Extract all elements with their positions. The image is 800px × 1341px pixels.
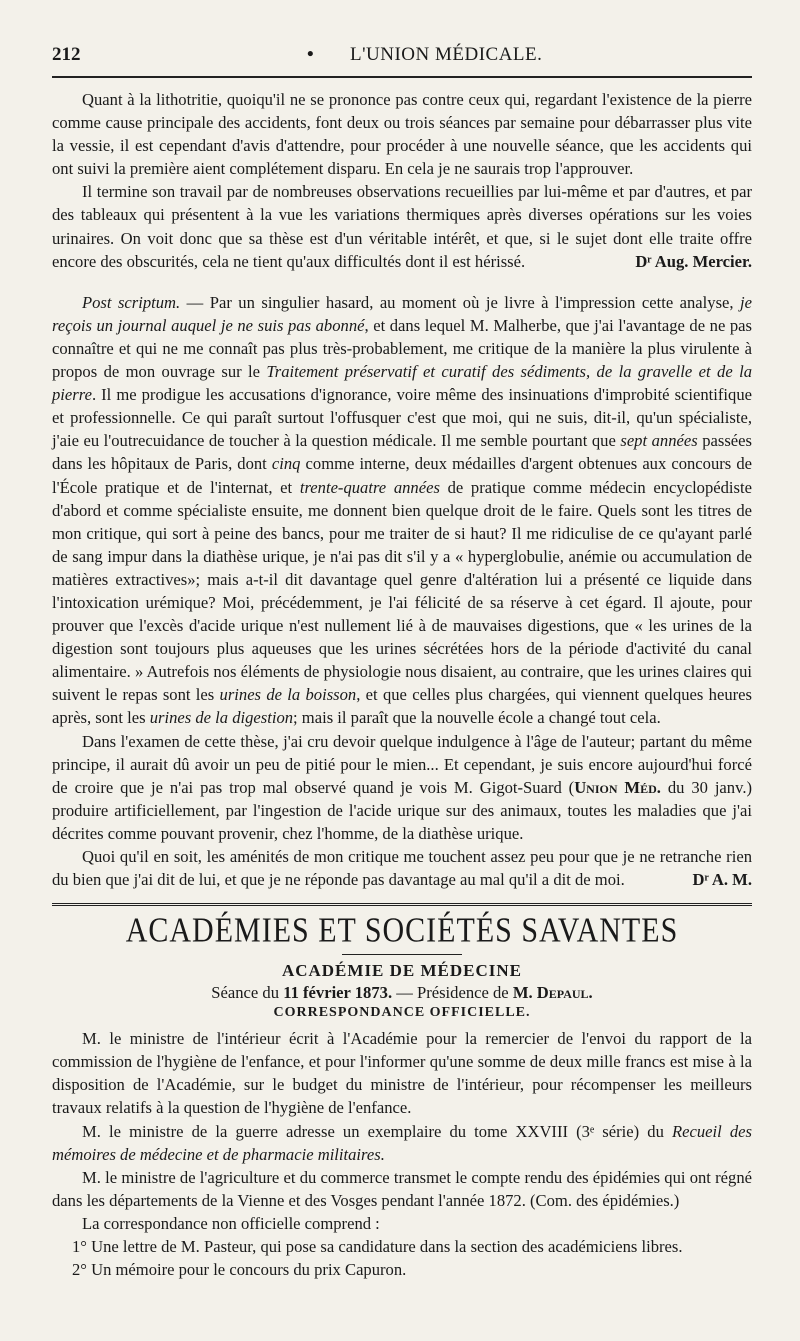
- article-body: [52, 88, 752, 1281]
- ps-text: comme interne, deux médailles d'argent obtenues aux concours de l'École pratique et de l'internat, et: [52, 454, 752, 497]
- ps-text: de pratique comme médecin encyclopédiste d'abord et comme spécialiste ensuite, me donnent bien quelque droit de le faire. Quels sont les titres de mon critique, qui sort à peine des bancs, pour me traiter de si haut? Il me ridiculise de ce qu'ayant parlé de sang impur dans la diathèse urique, je n'ai pas dit s'il y a « hyperglobulie, anémie ou accumulation de matières extractives»; mais a-t-il dit davantage quel genre d'altération lui a présenté ce liquide dans l'intoxication urémique? Moi, précédemment, je l'ai félicité de sa réserve à cet égard. Il ajoute, pour prouver que l'excès d'acide urique n'est nullement lié à de mauvaises digestions, que « les urines de la digestion sont toujours plus aqueuses que les urines sécrétées hors de la période d'activité du canal alimentaire. » Autrefois nos éléments de physiologie nous disaient, au contraire, que les urines claires qui suivent le repas sont les: [52, 477, 752, 705]
- seance-president: M. Depaul.: [512, 983, 593, 1003]
- header-bullet: •: [307, 44, 314, 65]
- paragraph-post-scriptum: [52, 291, 752, 730]
- paragraph-conclusion-text: Il termine son travail par de nombreuses observations recueillies par lui-même et par d'autres, et par des tableaux qui présentent à la vue les variations thermiques après diverses opérations sur les voies urinaires. On voit donc que sa thèse est d'un véritable intérêt, et que, si le sujet dont elle traite offre encore des obscurités, cela ne tient qu'aux difficultés dont il est hérissé.: [52, 182, 752, 271]
- ps-text: ; mais il paraît que la nouvelle école a changé tout cela.: [293, 708, 661, 728]
- academy-paragraph-interieur: M. le ministre de l'intérieur écrit à l'Académie pour la remercier de l'envoi du rapport de la commission de l'hygiène de l'enfance, et pour l'informer qu'une somme de deux mille francs est mise à la disposition de l'Académie, sur le budget du ministre de l'intérieur, pour récompenser les meilleurs travaux relatifs à la question de l'hygiène de l'enfance.: [52, 1029, 752, 1118]
- ps-italic: trente-quatre années: [299, 477, 440, 497]
- ps-text: , et dans lequel M. Malherbe, que j'ai l'avantage de ne pas connaître et qui ne me connaît pas plus très-probablement, me critique de la manière la plus virulente à propos de mon ouvrage sur le: [52, 315, 753, 382]
- ps-book-title: Traitement préservatif et curatif des sédiments, de la gravelle et de la pierre: [52, 362, 752, 405]
- paragraph-amenites: [52, 845, 752, 891]
- journal-reference: Union Méd.: [574, 777, 661, 797]
- page-header: [52, 44, 750, 72]
- seance-text: — Présidence de: [392, 983, 513, 1003]
- section-title: ACADÉMIES ET SOCIÉTÉS SAVANTES: [125, 911, 679, 950]
- ps-text: , et que celles plus chargées, qui viennent quelques heures après, sont les: [52, 685, 752, 728]
- paragraph-conclusion: [52, 180, 752, 272]
- amenites-text: Quoi qu'il en soit, les aménités de mon critique me touchent assez peu pour que je ne retranche rien du bien que j'ai dit de lui, et que je ne réponde pas davantage au mal qu'il a dit de moi.: [52, 847, 752, 890]
- ps-italic: sept années: [620, 431, 698, 451]
- title-rule: [342, 954, 462, 955]
- ps-italic: je reçois un journal auquel je ne suis pas abonné: [52, 292, 752, 335]
- guerre-text: M. le ministre de la guerre adresse un exemplaire du tome XXVIII (3ᵉ série) du: [82, 1121, 672, 1141]
- ps-italic: urines de la digestion: [149, 708, 294, 728]
- list-item-pasteur: 1° Une lettre de M. Pasteur, qui pose sa candidature dans la section des académiciens libres.: [72, 1237, 683, 1257]
- examen-text: du 30 janv.) produire artificiellement, par l'ingestion de l'acide urique sur des animaux, toutes les maladies que j'ai décrites comme pouvant provenir, chez l'homme, de la diathèse urique.: [52, 777, 752, 843]
- recueil-title: Recueil des mémoires de médecine et de pharmacie militaires.: [52, 1121, 752, 1164]
- seance-date: 11 février 1873.: [283, 983, 393, 1003]
- academie-heading: ACADÉMIE DE MÉDECINE: [281, 961, 523, 981]
- correspondance-heading: CORRESPONDANCE OFFICIELLE.: [273, 1005, 531, 1021]
- seance-line: [52, 983, 752, 1003]
- section-divider: [52, 903, 752, 906]
- academy-paragraph-agriculture: M. le ministre de l'agriculture et du commerce transmet le compte rendu des épidémies qui ont régné dans les départements de la Vienne et des Vosges pendant l'année 1872. (Com. des épidémies.): [52, 1167, 752, 1210]
- academy-paragraph-guerre: [52, 1120, 752, 1166]
- ps-text: . Il me prodigue les accusations d'ignorance, voire même des insinuations d'improbité scientifique et professionnelle. Ce qui paraît surtout l'offusquer c'est que moi, qui ne suis, dit-il, qu'un spécialiste, j'aie eu l'outrecuidance de toucher à la question médicale. Il me semble pourtant que: [52, 385, 752, 451]
- signature-am: Dʳ A. M.: [692, 870, 752, 890]
- academy-paragraph-non-officielle: La correspondance non officielle comprend :: [82, 1213, 380, 1233]
- ps-text: — Par un singulier hasard, au moment où je livre à l'impression cette analyse,: [180, 292, 741, 312]
- seance-text: Séance du: [211, 983, 284, 1003]
- list-item-capuron: 2° Un mémoire pour le concours du prix Capuron.: [72, 1260, 407, 1280]
- paragraph-examen: [52, 730, 752, 845]
- header-rule: [52, 76, 752, 78]
- page-number: 212: [52, 44, 81, 65]
- paragraph-gap: [52, 273, 752, 291]
- running-title: L'UNION MÉDICALE.: [350, 44, 543, 65]
- paragraph-lithotritie: Quant à la lithotritie, quoiqu'il ne se prononce pas contre ceux qui, regardant l'existence de la pierre comme cause principale des accidents, font deux ou trois séances par semaine pour débarrasser plus vite la vessie, il est cependant d'avis d'attendre, pour procéder à une nouvelle séance, que les accidents qui ont suivi la première aient complétement disparu. En cela je ne saurais trop l'approuver.: [52, 90, 752, 179]
- ps-italic: cinq: [271, 454, 301, 474]
- ps-text: passées dans les hôpitaux de Paris, dont: [52, 431, 752, 474]
- ps-italic: urines de la boisson: [219, 685, 357, 705]
- signature-mercier: Dʳ Aug. Mercier.: [635, 251, 752, 271]
- examen-text: Dans l'examen de cette thèse, j'ai cru devoir quelque indulgence à l'âge de l'auteur; partant du même principe, il aurait dû avoir un peu de pitié pour le mien... Et cependant, je suis encore aujourd'hui forcé de croire que je n'ai pas trop mal observé quand je vois M. Gigot-Suard (: [52, 731, 752, 797]
- post-scriptum-lead: Post scriptum.: [82, 292, 181, 312]
